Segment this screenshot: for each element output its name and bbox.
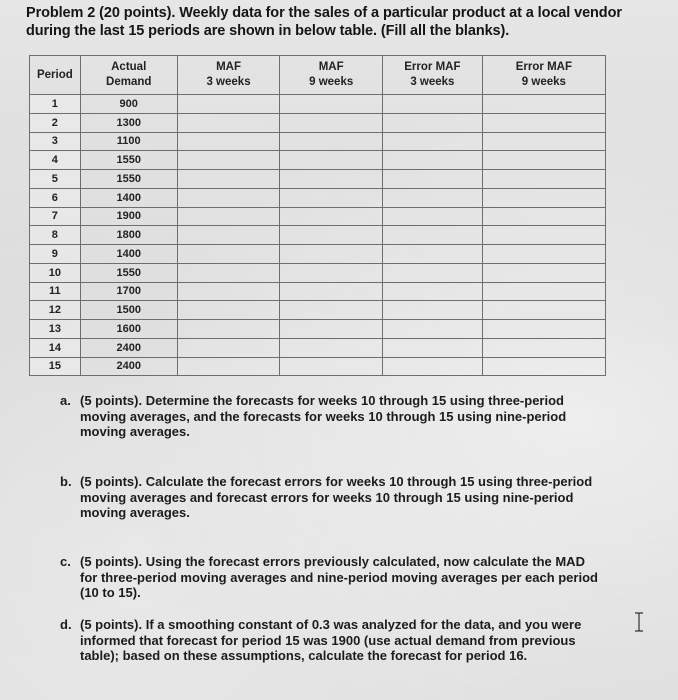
header-maf3-line1: MAF (216, 61, 241, 73)
error-maf3-cell[interactable] (383, 226, 483, 245)
header-period (30, 56, 81, 95)
error-maf9-cell[interactable] (482, 338, 605, 357)
period-cell: 8 (30, 226, 81, 245)
problem-title-line-2: during the last 15 periods are shown in below table. (Fill all the blanks). (26, 23, 510, 39)
error-maf9-cell[interactable] (482, 151, 605, 170)
question-d-letter: d. (60, 617, 72, 632)
demand-cell: 1550 (80, 263, 177, 282)
table-row (30, 245, 606, 264)
demand-cell: 1700 (80, 282, 177, 301)
maf3-cell[interactable] (177, 188, 280, 207)
maf3-cell[interactable] (177, 113, 280, 132)
error-maf3-cell[interactable] (383, 207, 483, 226)
error-maf3-cell[interactable] (383, 95, 483, 114)
error-maf3-cell[interactable] (383, 320, 483, 339)
table-row (30, 207, 606, 226)
problem-header (26, 4, 666, 40)
question-c-letter: c. (60, 554, 71, 569)
maf9-cell[interactable] (280, 113, 383, 132)
question-a-letter: a. (60, 393, 71, 408)
table-row (30, 282, 606, 301)
error-maf3-cell[interactable] (383, 151, 483, 170)
sales-data-table (29, 55, 606, 376)
maf9-cell[interactable] (280, 320, 383, 339)
problem-title-line-1: Problem 2 (20 points). Weekly data for the sales of a particular product at a local vendor (26, 5, 622, 21)
error-maf9-cell[interactable] (482, 282, 605, 301)
maf3-cell[interactable] (177, 245, 280, 264)
header-actual-demand (80, 56, 177, 95)
text-cursor-icon (633, 612, 645, 632)
error-maf9-cell[interactable] (482, 320, 605, 339)
maf9-cell[interactable] (280, 226, 383, 245)
maf9-cell[interactable] (280, 132, 383, 151)
maf3-cell[interactable] (177, 132, 280, 151)
header-demand-line1: Actual (111, 61, 147, 73)
question-b (60, 474, 605, 521)
maf3-cell[interactable] (177, 151, 280, 170)
maf3-cell[interactable] (177, 263, 280, 282)
maf9-cell[interactable] (280, 282, 383, 301)
maf9-cell[interactable] (280, 170, 383, 189)
period-cell: 6 (30, 188, 81, 207)
error-maf9-cell[interactable] (482, 207, 605, 226)
error-maf9-cell[interactable] (482, 301, 605, 320)
maf9-cell[interactable] (280, 207, 383, 226)
table-row (30, 95, 606, 114)
demand-cell: 1550 (80, 151, 177, 170)
demand-cell: 1900 (80, 207, 177, 226)
question-a (60, 393, 605, 440)
question-a-text: (5 points). Determine the forecasts for weeks 10 through 15 using three-period moving averages, and the forecasts for weeks 10 through 15 using nine-period moving averages. (80, 393, 567, 439)
demand-cell: 2400 (80, 338, 177, 357)
maf3-cell[interactable] (177, 95, 280, 114)
maf3-cell[interactable] (177, 226, 280, 245)
table-row (30, 357, 606, 376)
period-cell: 2 (30, 113, 81, 132)
demand-cell: 1500 (80, 301, 177, 320)
demand-cell: 1400 (80, 245, 177, 264)
error-maf3-cell[interactable] (383, 113, 483, 132)
maf9-cell[interactable] (280, 188, 383, 207)
table-row (30, 188, 606, 207)
header-maf9-line1: MAF (318, 61, 344, 73)
period-cell: 14 (30, 338, 81, 357)
demand-cell: 1800 (80, 226, 177, 245)
period-cell: 3 (30, 132, 81, 151)
error-maf9-cell[interactable] (482, 170, 605, 189)
table-row (30, 320, 606, 339)
maf3-cell[interactable] (177, 170, 280, 189)
error-maf9-cell[interactable] (482, 113, 605, 132)
maf9-cell[interactable] (280, 151, 383, 170)
demand-cell: 1400 (80, 188, 177, 207)
error-maf3-cell[interactable] (383, 282, 483, 301)
header-maf-9-weeks (280, 56, 383, 95)
demand-cell: 1100 (80, 132, 177, 151)
table-row (30, 151, 606, 170)
table-row (30, 170, 606, 189)
table-row (30, 226, 606, 245)
question-c-text: (5 points). Using the forecast errors previously calculated, now calculate the MAD for three-period moving averages and nine-period moving averages per each period (10 to 15). (80, 554, 598, 600)
error-maf3-cell[interactable] (383, 188, 483, 207)
table-row (30, 301, 606, 320)
header-err9-line2: 9 weeks (521, 76, 566, 88)
maf9-cell[interactable] (280, 263, 383, 282)
maf3-cell[interactable] (177, 301, 280, 320)
demand-cell: 1600 (80, 320, 177, 339)
period-cell: 4 (30, 151, 81, 170)
header-err3-line2: 3 weeks (410, 76, 455, 88)
error-maf3-cell[interactable] (383, 263, 483, 282)
period-cell: 10 (30, 263, 81, 282)
period-cell: 1 (30, 95, 81, 114)
period-cell: 7 (30, 207, 81, 226)
question-d (60, 617, 605, 664)
error-maf3-cell[interactable] (383, 338, 483, 357)
error-maf9-cell[interactable] (482, 132, 605, 151)
table-row (30, 132, 606, 151)
error-maf9-cell[interactable] (482, 226, 605, 245)
header-error-maf-9-weeks (482, 56, 605, 95)
error-maf3-cell[interactable] (383, 245, 483, 264)
error-maf9-cell[interactable] (482, 263, 605, 282)
header-maf-3-weeks (177, 56, 280, 95)
table-row (30, 263, 606, 282)
maf3-cell[interactable] (177, 207, 280, 226)
period-cell: 11 (30, 282, 81, 301)
demand-cell: 1550 (80, 170, 177, 189)
header-err3-line1: Error MAF (404, 61, 461, 73)
demand-cell: 1300 (80, 113, 177, 132)
period-cell: 5 (30, 170, 81, 189)
header-demand-line2: Demand (106, 76, 152, 88)
maf9-cell[interactable] (280, 338, 383, 357)
demand-cell: 900 (80, 95, 177, 114)
maf3-cell[interactable] (177, 357, 280, 376)
period-cell: 15 (30, 357, 81, 376)
error-maf9-cell[interactable] (482, 357, 605, 376)
error-maf3-cell[interactable] (383, 170, 483, 189)
header-maf3-line2: 3 weeks (206, 76, 251, 88)
maf9-cell[interactable] (280, 301, 383, 320)
maf9-cell[interactable] (280, 245, 383, 264)
question-b-text: (5 points). Calculate the forecast errors for weeks 10 through 15 using three-period moving averages and forecast errors for weeks 10 through 15 using nine-period moving averages. (80, 474, 593, 520)
question-c (60, 554, 605, 601)
error-maf3-cell[interactable] (383, 357, 483, 376)
maf3-cell[interactable] (177, 320, 280, 339)
header-period-line2: Period (36, 68, 73, 81)
maf9-cell[interactable] (280, 95, 383, 114)
error-maf3-cell[interactable] (383, 132, 483, 151)
maf3-cell[interactable] (177, 338, 280, 357)
period-cell: 13 (30, 320, 81, 339)
error-maf3-cell[interactable] (383, 301, 483, 320)
maf3-cell[interactable] (177, 282, 280, 301)
table-header-row (30, 56, 606, 95)
maf9-cell[interactable] (280, 357, 383, 376)
header-error-maf-3-weeks (383, 56, 483, 95)
header-maf9-line2: 9 weeks (309, 76, 354, 88)
table-row (30, 338, 606, 357)
error-maf9-cell[interactable] (482, 245, 605, 264)
header-err9-line1: Error MAF (515, 61, 572, 73)
question-b-letter: b. (60, 474, 72, 489)
error-maf9-cell[interactable] (482, 188, 605, 207)
question-d-text: (5 points). If a smoothing constant of 0.3 was analyzed for the data, and you were informed that forecast for period 15 was 1900 (use actual demand from previous table); based on these assumptions, calculate the forecast for period 16. (80, 617, 582, 663)
period-cell: 12 (30, 301, 81, 320)
table-row (30, 113, 606, 132)
demand-cell: 2400 (80, 357, 177, 376)
period-cell: 9 (30, 245, 81, 264)
error-maf9-cell[interactable] (482, 95, 605, 114)
